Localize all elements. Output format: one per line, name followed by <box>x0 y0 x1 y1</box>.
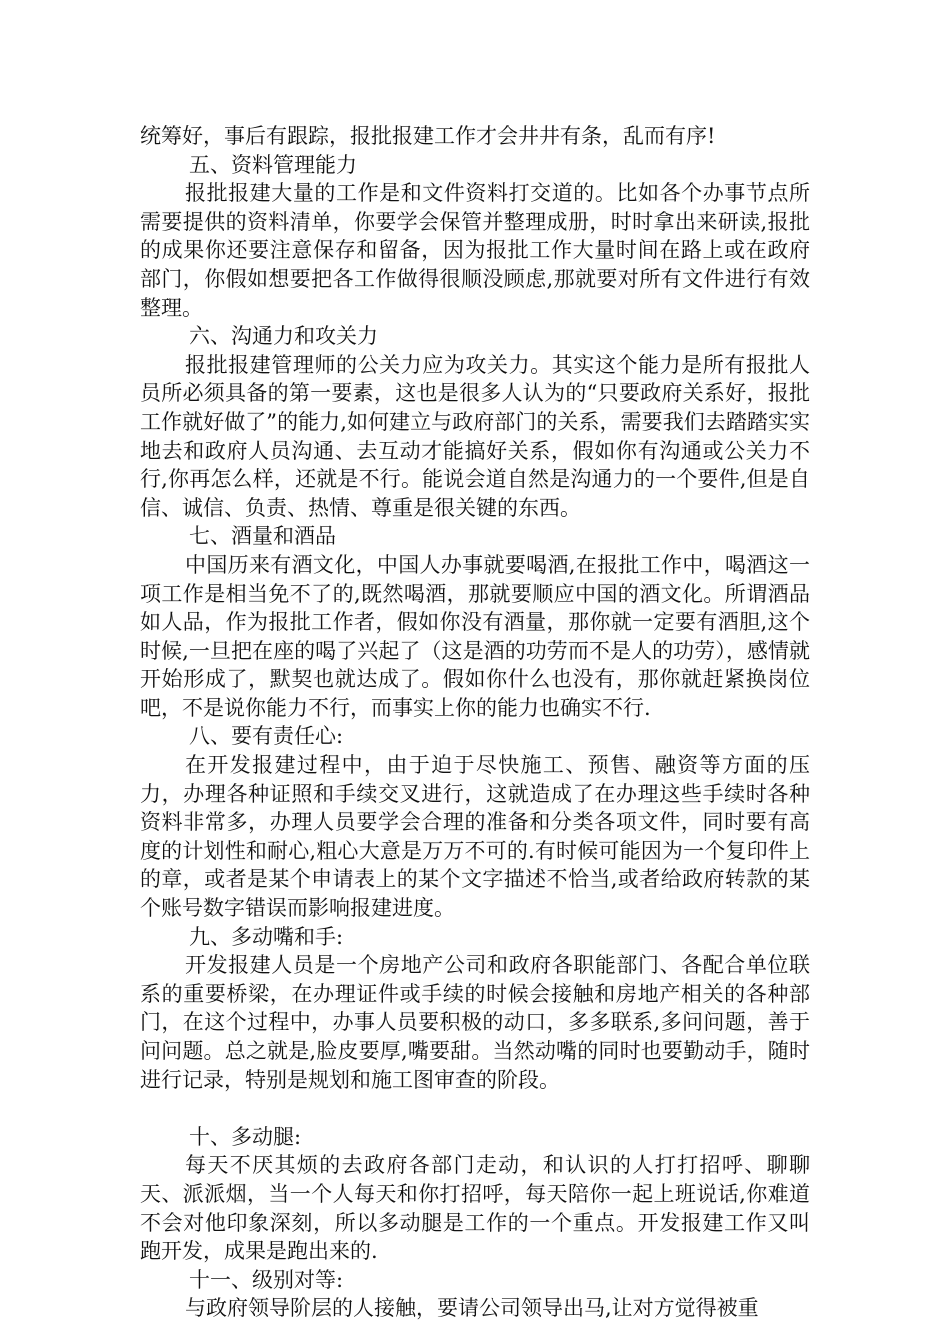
section-heading-5: 五、资料管理能力 <box>189 152 357 177</box>
section-body-10: 每天不厌其烦的去政府各部门走动，和认识的人打打招呼、聊聊天、派派烟，当一个人每天和你打招呼，每天陪你一起上班说话,你难道不会对他印象深刻，所以多动腿是工作的一个重点。开发报建工作又叫跑开发，成果是跑出来的. <box>140 1153 810 1264</box>
section-body-7: 中国历来有酒文化，中国人办事就要喝酒,在报批工作中，喝酒这一项工作是相当免不了的,既然喝酒，那就要顺应中国的酒文化。所谓酒品如人品，作为报批工作者，假如你没有酒量，那你就一定要有酒胆,这个时候,一旦把在座的喝了兴起了（这是酒的功劳而不是人的功劳），感情就开始形成了，默契也就达成了。假如你什么也没有，那你就赶紧换岗位吧，不是说你能力不行，而事实上你的能力也确实不行. <box>140 552 810 720</box>
section-body-11: 与政府领导阶层的人接触，要请公司领导出马,让对方觉得被重 <box>185 1296 759 1321</box>
blank-line <box>140 1094 810 1123</box>
lead-paragraph: 统筹好，事后有跟踪，报批报建工作才会井井有条，乱而有序! <box>140 124 716 148</box>
section-body-6: 报批报建管理师的公关力应为攻关力。其实这个能力是所有报批人员所必须具备的第一要素，这也是很多人认为的“只要政府关系好，报批工作就好做了”的能力,如何建立与政府部门的关系，需要我们去踏踏实实地去和政府人员沟通、去互动才能搞好关系，假如你有沟通或公关力不行,你再怎么样，还就是不行。能说会道自然是沟通力的一个要件,但是自信、诚信、负责、热情、尊重是很关键的东西。 <box>140 352 810 520</box>
section-heading-10: 十、多动腿: <box>189 1124 302 1149</box>
section-body-5: 报批报建大量的工作是和文件资料打交道的。比如各个办事节点所需要提供的资料清单，你要学会保管并整理成册，时时拿出来研读,报批的成果你还要注意保存和留备，因为报批工作大量时间在路上或在政府部门，你假如想要把各工作做得很顺没顾虑,那就要对所有文件进行有效整理。 <box>140 181 810 320</box>
document-page <box>140 122 810 1323</box>
section-heading-11: 十一、级别对等: <box>189 1267 344 1292</box>
section-heading-6: 六、沟通力和攻关力 <box>189 324 378 349</box>
section-body-8: 在开发报建过程中，由于迫于尽快施工、预售、融资等方面的压力，办理各种证照和手续交叉进行，这就造成了在办理这些手续时各种资料非常多，办理人员要学会合理的准备和分类各项文件，同时要有高度的计划性和耐心,粗心大意是万万不可的.有时候可能因为一个复印件上的章，或者是某个申请表上的某个文字描述不恰当,或者给政府转款的某个账号数字错误而影响报建进度。 <box>140 753 810 921</box>
section-heading-8: 八、要有责任心: <box>189 724 344 749</box>
section-body-9: 开发报建人员是一个房地产公司和政府各职能部门、各配合单位联系的重要桥梁，在办理证件或手续的时候会接触和房地产相关的各种部门，在这个过程中，办事人员要积极的动口，多多联系,多问问题，善于问问题。总之就是,脸皮要厚,嘴要甜。当然动嘴的同时也要勤动手，随时进行记录，特别是规划和施工图审查的阶段。 <box>140 953 810 1092</box>
section-heading-9: 九、多动嘴和手: <box>189 924 344 949</box>
section-heading-7: 七、酒量和酒品 <box>189 524 336 549</box>
